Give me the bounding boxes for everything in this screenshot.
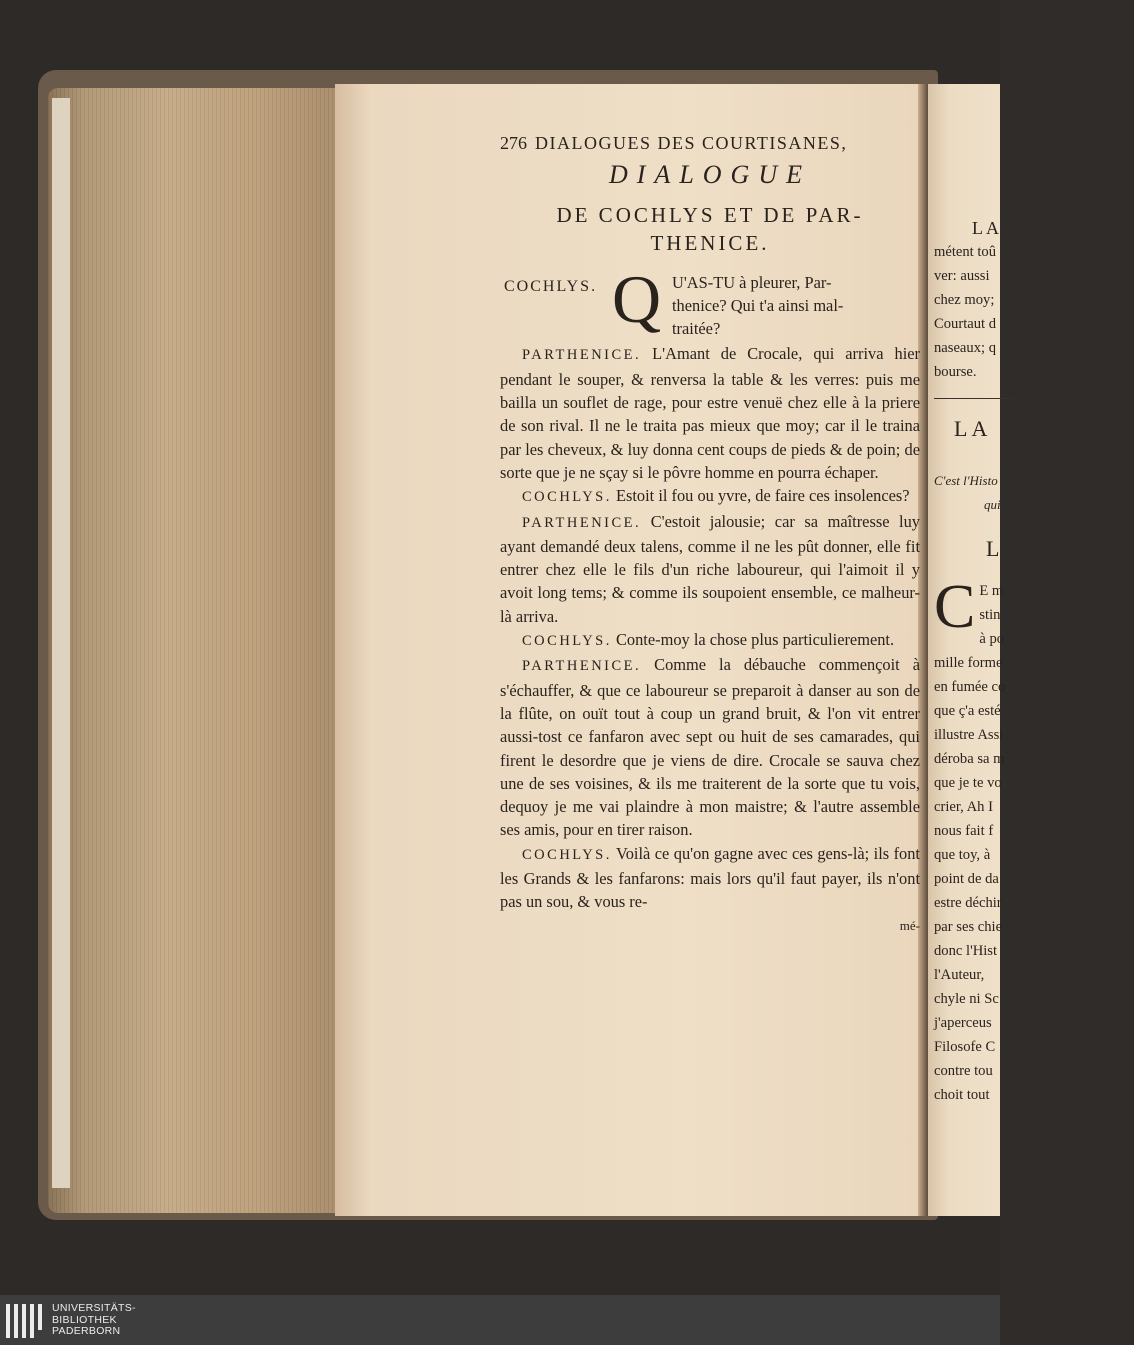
speaker-name: COCHLYS. (522, 846, 612, 863)
opening-speaker: COCHLYS. (504, 277, 598, 295)
right-line: que toy, à (934, 847, 991, 863)
left-page-text (500, 132, 920, 937)
right-line: j'aperceus (934, 1015, 992, 1031)
library-logo-icon (6, 1304, 46, 1338)
right-line: contre tou (934, 1063, 993, 1079)
opening-line-1: U'AS-TU à pleurer, Par- (672, 272, 832, 292)
library-name-line-1: UNIVERSITÄTS- (52, 1302, 136, 1314)
right-line: l'Auteur, (934, 967, 985, 983)
dialogue-paragraph (500, 342, 920, 484)
paragraph-text: Comme la débauche commençoit à s'échauffer, & que ce laboureur se preparoit à danser au son de la flûte, on ouït tout à coup un grand bruit, & l'on vit entrer aussi-tost ce fanfaron avec sept ou huit de ses camarades, qui firent le desordre que je viens de dire. Crocale se sauva chez une de ses voisines, & ils me traiterent de la sorte que tu vois, dequoy je me vai plaindre à mon maistre; & l'autre assemble ses amis, pour en tirer raison. (500, 655, 920, 840)
paragraph-text: C'estoit jalousie; car sa maîtresse luy ayant demandé deux talens, comme il ne les pût donner, elle fit entrer chez elle le fils d'un riche laboureur, qui l'aimoit il y avoit long tems; & comme ils soupoient ensemble, ce malheur-là arriva. (500, 511, 920, 626)
opening-paragraph (500, 260, 920, 341)
right-line: ver: aussi (934, 268, 990, 284)
right-line: nous fait f (934, 823, 994, 839)
dialogue-paragraph (500, 628, 920, 653)
library-footer (0, 1295, 1000, 1345)
right-line: naseaux; q (934, 340, 997, 356)
right-drop-cap: C (934, 573, 976, 641)
right-line: estre déchir (934, 895, 1002, 911)
dialogue-paragraph (500, 842, 920, 914)
right-italic-line: qui (984, 497, 1001, 512)
subheading-line-1: DE COCHLYS ET DE PAR- (556, 202, 864, 227)
right-section-letter: L (986, 536, 1000, 561)
right-line: mille forme (934, 655, 1003, 671)
catchword: mé- (899, 917, 920, 933)
speaker-name: PARTHENICE. (522, 658, 642, 675)
page-edges (48, 88, 348, 1213)
page-edges-highlight (52, 98, 70, 1188)
page-number: 276 (500, 133, 527, 153)
right-line: Filosofe C (934, 1039, 996, 1055)
right-line: illustre Assi (934, 727, 1004, 743)
running-head (500, 132, 920, 155)
right-line: choit tout (934, 1087, 990, 1103)
running-head-title: DIALOGUES DES COURTISANES, (535, 133, 848, 153)
speaker-name: COCHLYS. (522, 633, 612, 650)
paragraph-text: Conte-moy la chose plus particulierement. (615, 630, 895, 650)
right-line: stin (979, 607, 1001, 623)
right-page-text (934, 216, 1134, 1107)
subheading-line-2: THENICE. (650, 230, 770, 255)
right-line: chyle ni Sc (934, 991, 999, 1007)
right-heading: LA (954, 416, 992, 441)
right-line: que ç'a esté (934, 703, 1001, 719)
paragraph-text: Estoit il fou ou yvre, de faire ces insolences? (615, 486, 910, 506)
right-line: crier, Ah I (934, 799, 993, 815)
right-line: par ses chie (934, 919, 1003, 935)
dialogue-heading: DIALOGUE (609, 160, 811, 190)
opening-line-2: thenice? Qui t'a ainsi mal- (672, 295, 844, 315)
drop-cap: Q (612, 260, 662, 337)
right-page (928, 84, 1006, 1216)
paragraph-text: L'Amant de Crocale, qui arriva hier pendant le souper, & renversa la table & les verres: puis me bailla un souflet de rage, pour estre venuë chez elle à la priere de son rival. Il ne le traita pas mieux que moy; car il le traina par les cheveux, & luy donna cent coups de pieds & de poin; de sorte que je ne sçay si le pôvre homme en pourra échaper. (500, 344, 920, 482)
right-line: bourse. (934, 364, 977, 380)
right-italic-line: C'est l'Histo (934, 473, 998, 488)
speaker-name: COCHLYS. (522, 489, 612, 506)
dialogue-subheading (500, 201, 920, 257)
dialogue-paragraph (500, 510, 920, 628)
section-rule (934, 398, 1014, 399)
dialogue-paragraph (500, 484, 920, 509)
right-line: Courtaut d (934, 316, 997, 332)
right-running-head: LA (972, 218, 1002, 238)
right-body (934, 573, 1134, 1107)
right-line: chez moy; (934, 292, 995, 308)
right-line: donc l'Hist (934, 943, 998, 959)
right-line: point de da (934, 871, 999, 887)
dialogue-paragraph (500, 653, 920, 841)
opening-line-3: traitée? (672, 319, 721, 339)
right-line: déroba sa m (934, 751, 1005, 767)
speaker-name: PARTHENICE. (522, 514, 642, 531)
right-line: en fumée co (934, 679, 1006, 695)
speaker-name: PARTHENICE. (522, 347, 642, 364)
library-name-line-2: BIBLIOTHEK (52, 1313, 117, 1326)
paragraph-text: Voilà ce qu'on gagne avec ces gens-là; ils font les Grands & les fanfarons: mais lors qu'il faut payer, ils n'ont pas un sou, & vous re- (500, 843, 920, 912)
right-line: à po (979, 631, 1005, 647)
right-line: que je te vo (934, 775, 1002, 791)
right-line: E m (979, 583, 1004, 599)
library-name (52, 1303, 136, 1338)
library-name-line-3: PADERBORN (52, 1325, 121, 1338)
right-line: métent toû (934, 244, 997, 260)
